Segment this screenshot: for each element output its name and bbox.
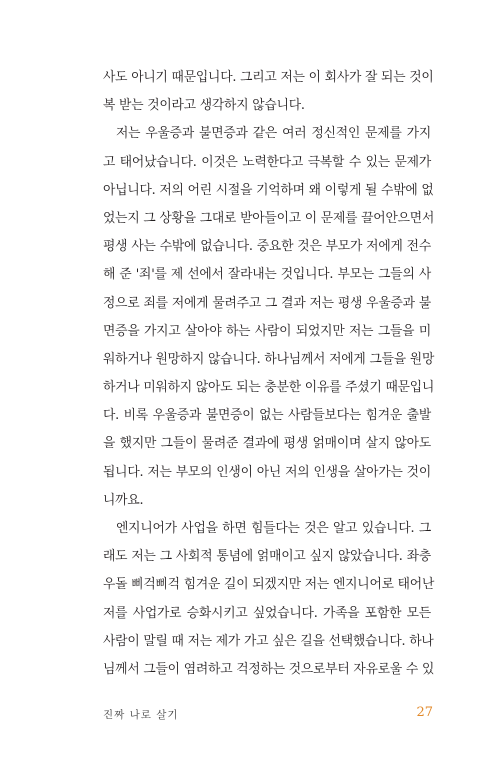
text-line: 아닙니다. 저의 어린 시절을 기억하며 왜 이렇게 될 수밖에 없: [103, 182, 434, 198]
text-line: 고 태어났습니다. 이것은 노력한다고 극복할 수 있는 문제가: [103, 154, 431, 170]
page-footer: [103, 705, 433, 723]
text-line: 우돌 삐걱삐걱 힘겨운 길이 되겠지만 저는 엔지니어로 태어난: [103, 577, 435, 593]
text-line: 됩니다. 저는 부모의 인생이 아닌 저의 인생을 살아가는 것이: [103, 464, 431, 480]
running-title: 진짜 나로 살기: [103, 709, 179, 721]
paragraph-3: [103, 515, 435, 684]
paragraph-1: [103, 64, 434, 120]
text-line: 을 했지만 그들이 물려준 결과에 평생 얽매이며 살지 않아도: [103, 436, 431, 452]
text-line: 해 준 '죄'를 제 선에서 잘라내는 것입니다. 부모는 그들의 사: [103, 267, 431, 283]
text-line: 니까요.: [103, 492, 144, 508]
text-line: 복 받는 것이라고 생각하지 않습니다.: [103, 98, 305, 114]
text-line: 하거나 미워하지 않아도 되는 충분한 이유를 주셨기 때문입니: [103, 380, 435, 396]
text-line: 평생 사는 수밖에 없습니다. 중요한 것은 부모가 저에게 전수: [103, 239, 431, 255]
text-line: 님께서 그들이 염려하고 걱정하는 것으로부터 자유로울 수 있: [103, 661, 435, 677]
text-line: 래도 저는 그 사회적 통념에 얽매이고 싶지 않았습니다. 좌충: [103, 549, 431, 565]
text-line: 정으로 죄를 저에게 물려주고 그 결과 저는 평생 우울증과 불: [103, 295, 431, 311]
text-line: 저를 사업가로 승화시키고 싶었습니다. 가족을 포함한 모든: [103, 605, 431, 621]
text-line: 엔지니어가 사업을 하면 힘들다는 것은 알고 있습니다. 그: [116, 521, 431, 536]
paragraph-2: [103, 120, 435, 515]
text-line: 었는지 그 상황을 그대로 받아들이고 이 문제를 끌어안으면서: [103, 210, 435, 226]
text-line: 사람이 말릴 때 저는 제가 가고 싶은 길을 선택했습니다. 하나: [103, 633, 434, 649]
text-line: 면증을 가지고 살아야 하는 사람이 되었지만 저는 그들을 미: [103, 323, 431, 339]
body-text: [103, 64, 435, 684]
page-number: 27: [416, 705, 433, 720]
text-line: 저는 우울증과 불면증과 같은 여러 정신적인 문제를 가지: [116, 126, 431, 142]
text-line: 워하거나 원망하지 않습니다. 하나님께서 저에게 그들을 원망: [103, 351, 435, 367]
text-line: 다. 비록 우울증과 불면증이 없는 사람들보다는 힘겨운 출발: [103, 408, 431, 424]
text-line: 사도 아니기 때문입니다. 그리고 저는 이 회사가 잘 되는 것이: [103, 70, 434, 85]
